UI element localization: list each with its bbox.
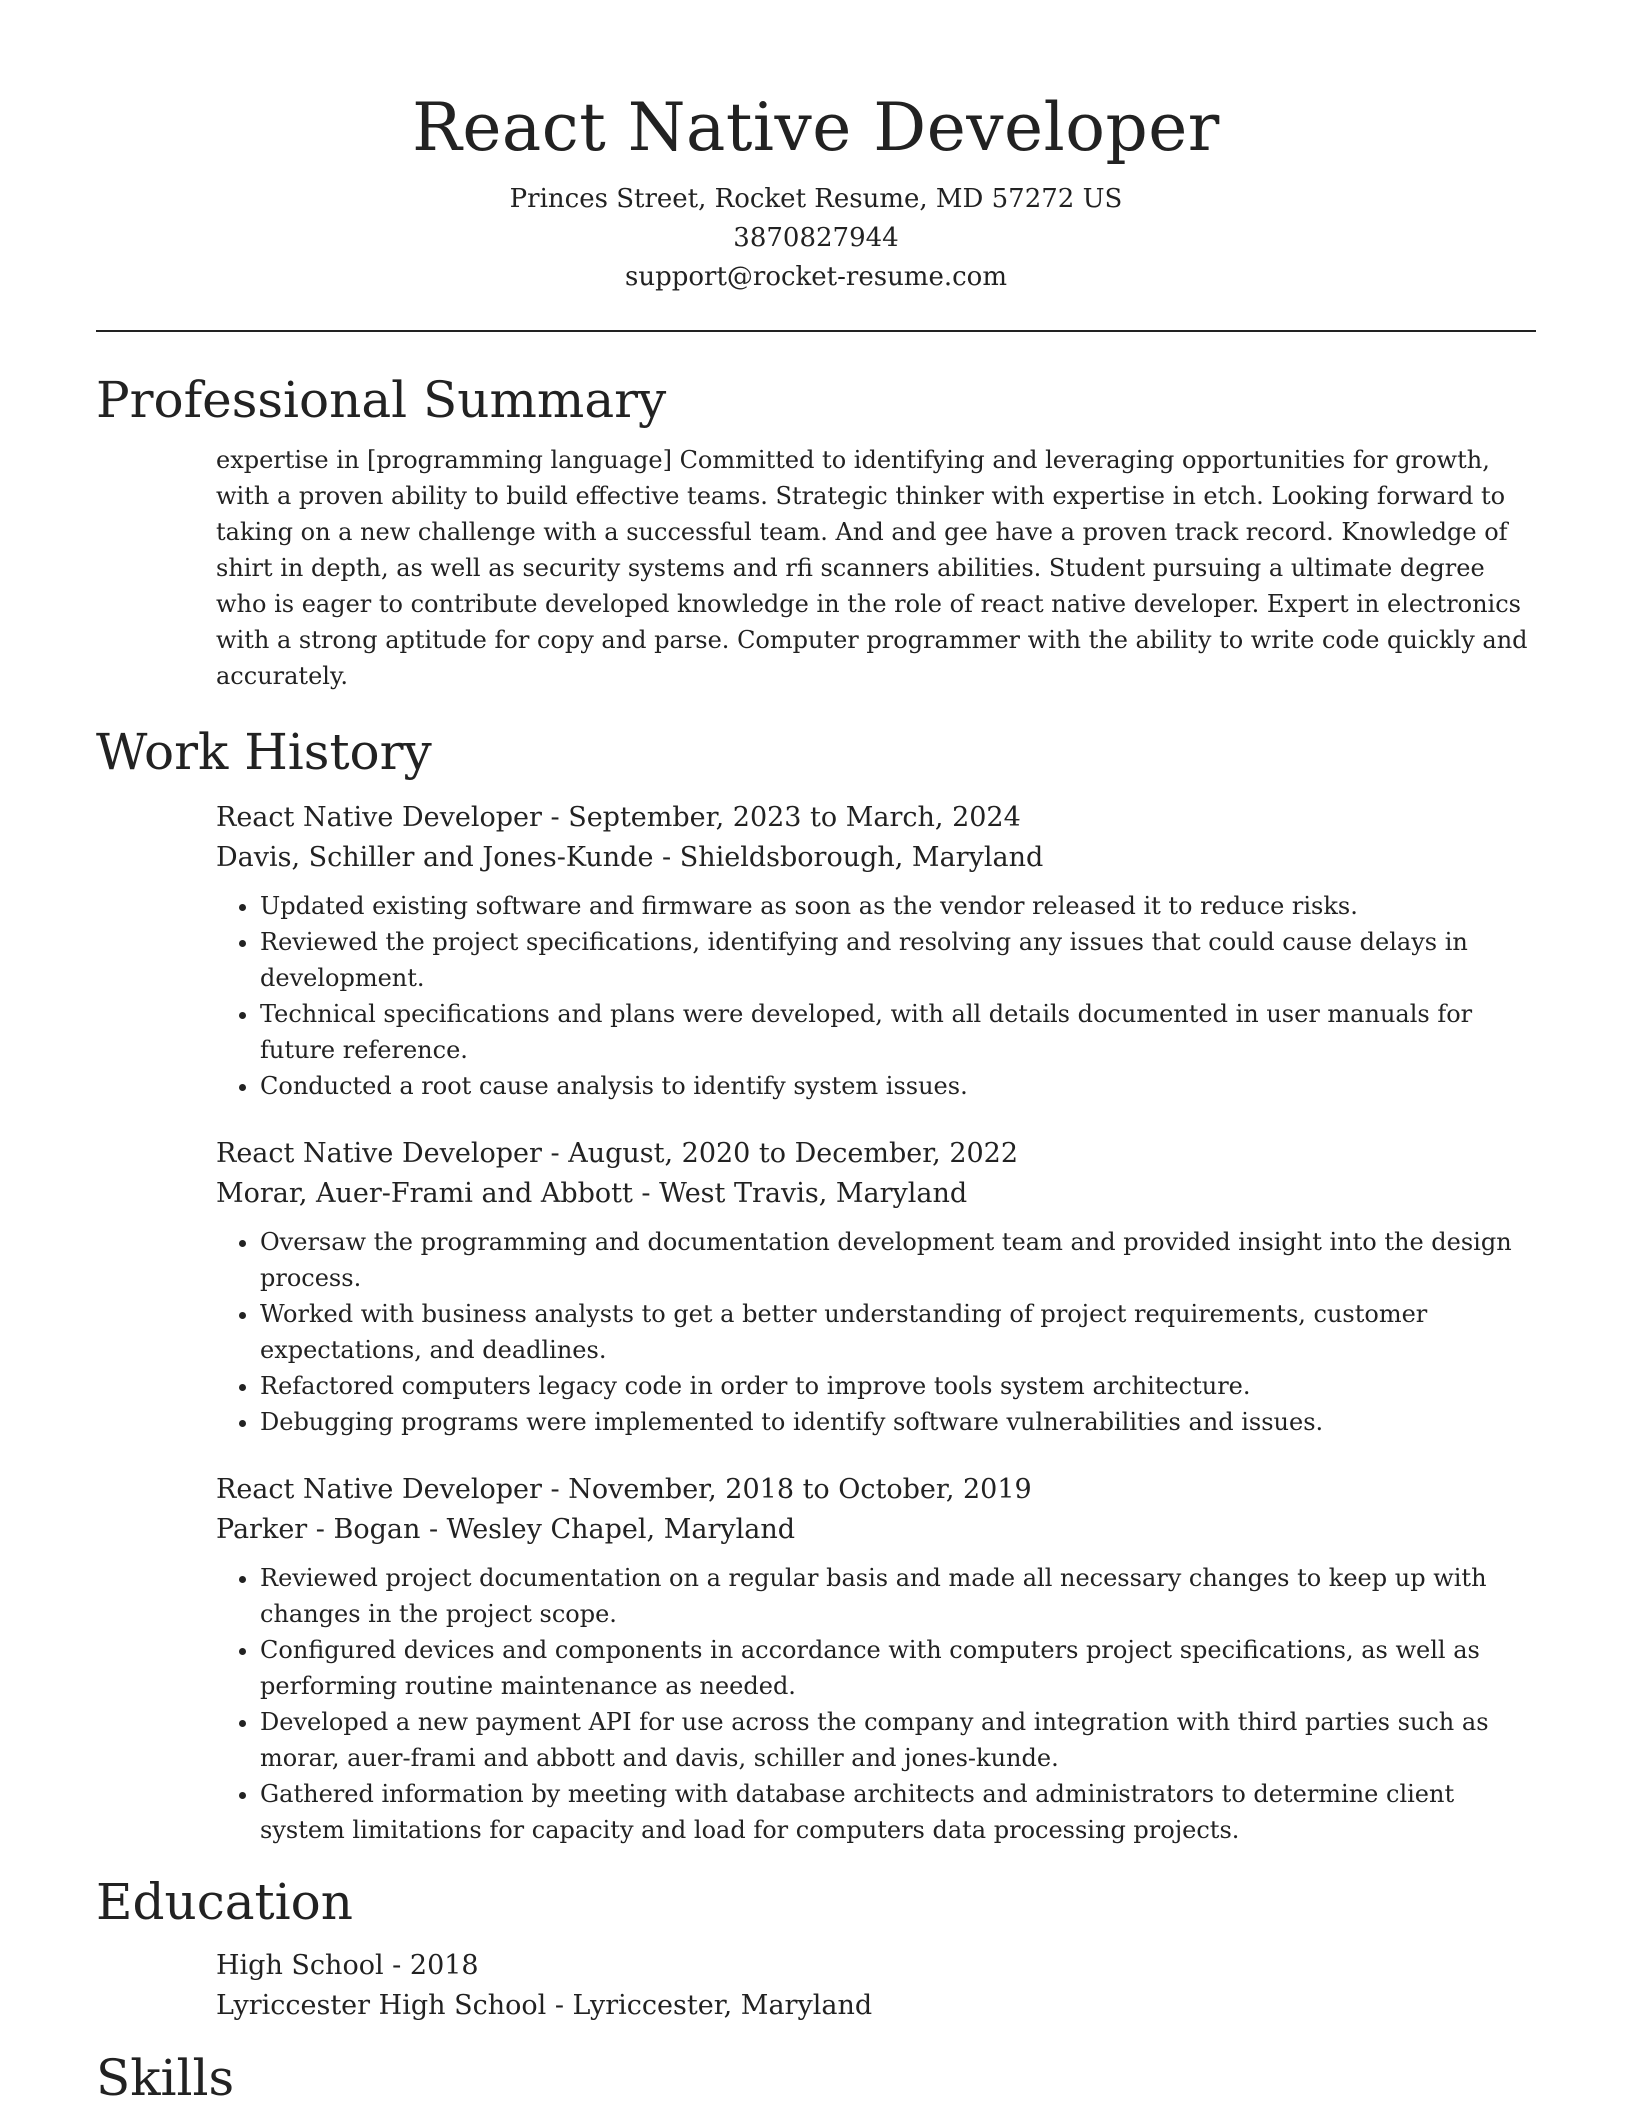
job-bullet: • Updated existing software and firmware as soon as the vendor released it to reduce risks. xyxy=(260,888,1536,924)
job-company-line xyxy=(216,1174,1536,1214)
separator: - xyxy=(653,842,680,873)
work-history-section xyxy=(96,720,1536,1848)
job-bullet: • Technical specifications and plans were developed, with all details documented in user manuals for future reference. xyxy=(260,996,1536,1068)
job-entry xyxy=(216,1134,1536,1440)
contact-block xyxy=(96,180,1536,297)
separator: - xyxy=(632,1178,660,1209)
job-bullet: • Oversaw the programming and documentation development team and provided insight into the design process. xyxy=(260,1224,1536,1296)
job-bullet: • Developed a new payment API for use across the company and integration with third parties such as morar, auer-frami and abbott and davis, schiller and jones-kunde. xyxy=(260,1704,1536,1776)
job-dates: September, 2023 to March, 2024 xyxy=(568,802,1021,833)
job-role: React Native Developer xyxy=(216,1474,542,1505)
job-dates: November, 2018 to October, 2019 xyxy=(568,1474,1032,1505)
job-title-line xyxy=(216,798,1536,838)
job-bullets xyxy=(216,888,1536,1104)
separator: - xyxy=(541,1474,569,1505)
work-history-heading: Work History xyxy=(96,723,432,781)
resume-name: React Native Developer xyxy=(412,89,1220,166)
education-degree-line xyxy=(216,1946,1536,1986)
job-company: Parker - Bogan xyxy=(216,1514,421,1545)
job-bullet: • Worked with business analysts to get a better understanding of project requirements, customer expectations, and deadlines. xyxy=(260,1296,1536,1368)
contact-address: Princes Street, Rocket Resume, MD 57272 US xyxy=(509,184,1123,214)
job-title-line xyxy=(216,1470,1536,1510)
job-company-line xyxy=(216,838,1536,878)
header-divider xyxy=(96,330,1536,332)
education-entry xyxy=(216,1946,1536,2026)
summary-text: expertise in [programming language] Committed to identifying and leveraging opportunities for growth, with a proven ability to build effective teams. Strategic thinker with expertise in etch. Looking forward to taking on a new challenge with a successful team. And and gee have a proven track record. Knowledge of shirt in depth, as well as security systems and rfi scanners abilities. Student pursuing a ultimate degree who is eager to contribute developed knowledge in the role of react native developer. Expert in electronics with a strong aptitude for copy and parse. Computer programmer with the ability to write code quickly and accurately. xyxy=(216,446,1528,690)
job-bullet: • Refactored computers legacy code in order to improve tools system architecture. xyxy=(260,1368,1536,1404)
summary-section xyxy=(96,368,1536,694)
job-company: Morar, Auer-Frami and Abbott xyxy=(216,1178,633,1209)
education-degree: High School xyxy=(216,1950,384,1981)
contact-email: support@rocket-resume.com xyxy=(624,262,1007,292)
education-school-line xyxy=(216,1986,1536,2026)
separator: - xyxy=(541,1138,569,1169)
job-title-line xyxy=(216,1134,1536,1174)
job-company-line xyxy=(216,1510,1536,1550)
separator: - xyxy=(541,802,569,833)
job-role: React Native Developer xyxy=(216,802,542,833)
job-entry xyxy=(216,1470,1536,1848)
job-location: West Travis, Maryland xyxy=(659,1178,968,1209)
education-school: Lyriccester High School xyxy=(216,1990,547,2021)
job-bullet: • Configured devices and components in accordance with computers project specifications, as well as performing routine maintenance as needed. xyxy=(260,1632,1536,1704)
education-year: 2018 xyxy=(409,1950,479,1981)
separator: - xyxy=(546,1990,573,2021)
job-location: Shieldsborough, Maryland xyxy=(679,842,1044,873)
separator: - xyxy=(420,1514,447,1545)
summary-heading: Professional Summary xyxy=(96,371,667,429)
job-bullet: • Debugging programs were implemented to identify software vulnerabilities and issues. xyxy=(260,1404,1536,1440)
skills-heading: Skills xyxy=(96,2049,235,2107)
job-company: Davis, Schiller and Jones-Kunde xyxy=(216,842,654,873)
resume-header xyxy=(96,80,1536,297)
education-heading: Education xyxy=(96,1873,353,1931)
separator: - xyxy=(383,1950,410,1981)
education-location: Lyriccester, Maryland xyxy=(572,1990,873,2021)
skills-section xyxy=(96,2046,1536,2110)
job-location: Wesley Chapel, Maryland xyxy=(446,1514,796,1545)
job-bullet: • Reviewed project documentation on a regular basis and made all necessary changes to keep up with changes in the project scope. xyxy=(260,1560,1536,1632)
job-bullet: • Conducted a root cause analysis to identify system issues. xyxy=(260,1068,1536,1104)
job-bullets xyxy=(216,1224,1536,1440)
contact-phone: 3870827944 xyxy=(733,223,899,253)
job-role: React Native Developer xyxy=(216,1138,542,1169)
job-bullet: • Gathered information by meeting with database architects and administrators to determine client system limitations for capacity and load for computers data processing projects. xyxy=(260,1776,1536,1848)
education-section xyxy=(96,1870,1536,2026)
job-entry xyxy=(216,798,1536,1104)
job-dates: August, 2020 to December, 2022 xyxy=(568,1138,1019,1169)
job-bullets xyxy=(216,1560,1536,1848)
resume-page xyxy=(96,80,1536,2110)
job-bullet: • Reviewed the project specifications, identifying and resolving any issues that could cause delays in development. xyxy=(260,924,1536,996)
